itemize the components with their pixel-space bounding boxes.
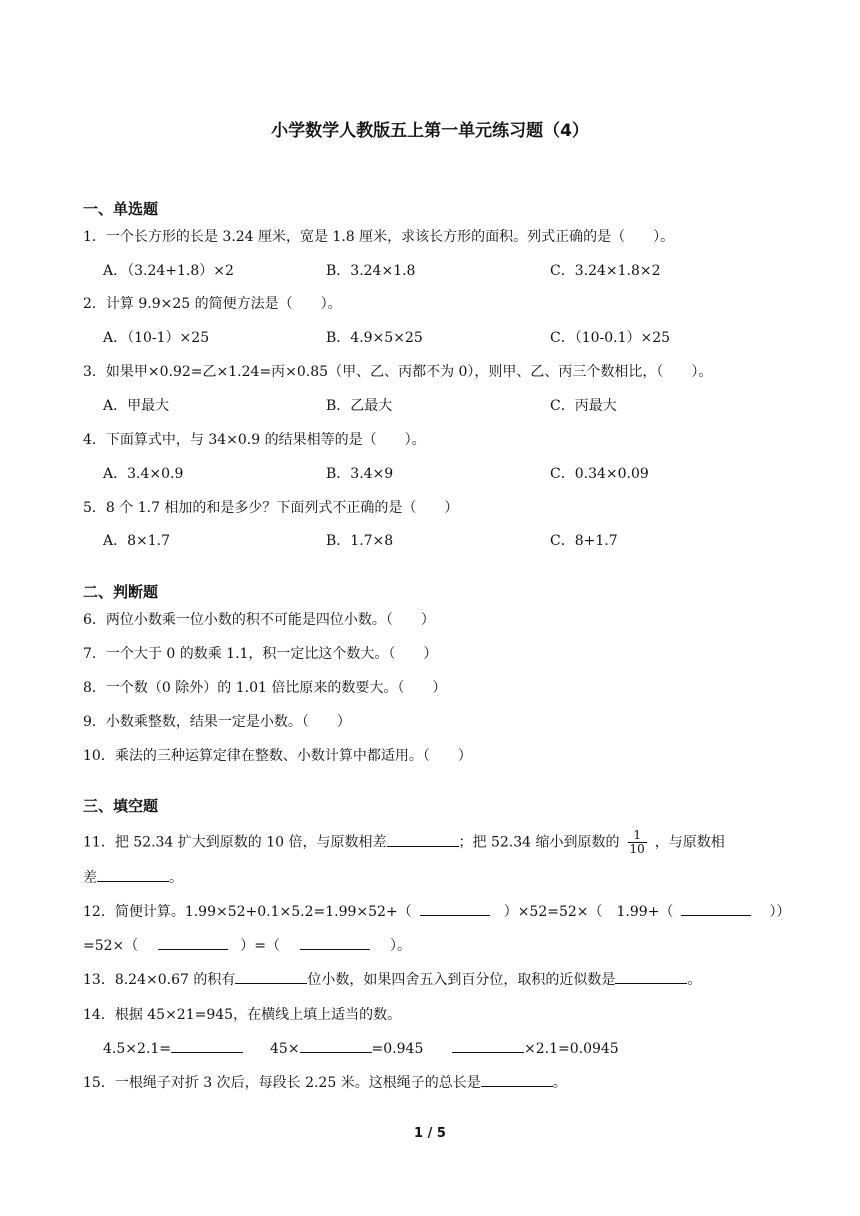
question-12-line-1 xyxy=(83,901,790,921)
answer-blank[interactable] xyxy=(615,969,687,984)
answer-blank[interactable] xyxy=(481,1072,553,1087)
question-2-option-c: C．（10-0.1）×25 xyxy=(550,330,671,346)
answer-blank[interactable] xyxy=(452,1038,524,1053)
question-13-text-c: 。 xyxy=(687,972,702,988)
question-11-text-b: ；把 52.34 缩小到原数的 xyxy=(458,834,620,851)
question-12-text-f: ）。 xyxy=(390,938,412,954)
question-14-item-2-text-b: =0.945 xyxy=(371,1041,424,1057)
answer-blank[interactable] xyxy=(300,1038,372,1053)
question-14-stem: 14．根据 45×21=945，在横线上填上适当的数。 xyxy=(83,1007,402,1023)
question-2-stem: 2．计算 9.9×25 的简便方法是（ ）。 xyxy=(83,296,342,312)
question-13 xyxy=(83,969,701,989)
question-12-text-a: 12．简便计算。1.99×52+0.1×5.2=1.99×52+（ xyxy=(83,904,412,920)
section-heading-single-choice: 一、单选题 xyxy=(83,200,159,218)
question-11-text-e: 。 xyxy=(169,870,183,886)
question-12-text-e: ）=（ xyxy=(240,938,281,954)
question-4-option-a: A．3.4×0.9 xyxy=(103,466,184,482)
question-3-stem: 3．如果甲×0.92=乙×1.24=丙×0.85（甲、乙、丙都不为 0），则甲、乙、丙三个数相比，（ ）。 xyxy=(83,364,713,380)
question-1-option-b: B．3.24×1.8 xyxy=(326,263,416,279)
question-14-item-3 xyxy=(452,1038,619,1057)
question-14-item-2 xyxy=(270,1038,423,1057)
question-6: 6．两位小数乘一位小数的积不可能是四位小数。（ ） xyxy=(83,612,435,628)
fraction-numerator: 1 xyxy=(628,829,647,843)
answer-blank[interactable] xyxy=(171,1038,243,1053)
question-10: 10．乘法的三种运算定律在整数、小数计算中都适用。（ ） xyxy=(83,748,472,764)
answer-blank[interactable] xyxy=(158,935,228,950)
question-14-item-3-text: ×2.1=0.0945 xyxy=(524,1041,619,1057)
question-12-line-2 xyxy=(83,935,411,955)
question-14-item-1 xyxy=(103,1038,243,1057)
question-8: 8．一个数（0 除外）的 1.01 倍比原来的数要大。（ ） xyxy=(83,680,447,696)
answer-blank[interactable] xyxy=(387,832,459,847)
question-13-text-a: 13．8.24×0.67 的积有 xyxy=(83,972,236,988)
section-heading-fill-in: 三、填空题 xyxy=(83,797,159,815)
question-11-text-a: 11．把 52.34 扩大到原数的 10 倍，与原数相差 xyxy=(83,834,387,851)
question-15-text-a: 15．一根绳子对折 3 次后，每段长 2.25 米。这根绳子的总长是 xyxy=(83,1075,481,1091)
answer-blank[interactable] xyxy=(235,969,307,984)
question-4-option-b: B．3.4×9 xyxy=(326,466,394,482)
question-4-stem: 4．下面算式中，与 34×0.9 的结果相等的是（ ）。 xyxy=(83,432,426,448)
answer-blank[interactable] xyxy=(681,901,751,916)
question-3-option-c: C．丙最大 xyxy=(550,398,617,414)
question-2-option-b: B．4.9×5×25 xyxy=(326,330,423,346)
question-11-line-1 xyxy=(83,829,725,856)
question-11-line-2 xyxy=(83,867,183,887)
question-14-item-1-text: 4.5×2.1= xyxy=(103,1041,171,1057)
question-5-stem: 5．8 个 1.7 相加的和是多少？下面列式不正确的是（ ） xyxy=(83,500,459,516)
section-heading-true-false: 二、判断题 xyxy=(83,583,159,601)
question-15-text-b: 。 xyxy=(552,1075,567,1091)
question-13-text-b: 位小数，如果四舍五入到百分位，取积的近似数是 xyxy=(307,972,616,988)
question-1-option-c: C．3.24×1.8×2 xyxy=(550,263,661,279)
question-11-text-d: 差 xyxy=(83,870,97,886)
question-12-text-b: ）×52=52×（ 1.99+（ xyxy=(503,904,674,920)
question-5-option-b: B．1.7×8 xyxy=(326,533,394,549)
question-14-item-2-text-a: 45× xyxy=(270,1041,300,1057)
fraction-denominator: 10 xyxy=(629,842,645,856)
question-11-text-c: ，与原数相 xyxy=(654,834,725,851)
fraction xyxy=(628,829,647,856)
answer-blank[interactable] xyxy=(300,935,370,950)
question-12-text-c: ）） xyxy=(769,904,791,920)
question-9: 9．小数乘整数，结果一定是小数。（ ） xyxy=(83,714,351,730)
question-3-option-a: A．甲最大 xyxy=(103,398,170,414)
question-1-option-a: A．（3.24+1.8）×2 xyxy=(103,263,234,279)
question-2-option-a: A．（10-1）×25 xyxy=(103,330,210,346)
question-4-option-c: C．0.34×0.09 xyxy=(550,466,649,482)
question-1-stem: 1．一个长方形的长是 3.24 厘米，宽是 1.8 厘米，求该长方形的面积。列式正确的是（ ）。 xyxy=(83,229,675,245)
question-7: 7．一个大于 0 的数乘 1.1，积一定比这个数大。（ ） xyxy=(83,646,438,662)
question-3-option-b: B．乙最大 xyxy=(326,398,393,414)
page-number: 1 / 5 xyxy=(414,1126,446,1141)
question-15 xyxy=(83,1072,567,1092)
question-12-text-d: =52×（ xyxy=(83,938,139,954)
question-5-option-a: A．8×1.7 xyxy=(103,533,171,549)
question-5-option-c: C．8+1.7 xyxy=(550,533,618,549)
answer-blank[interactable] xyxy=(420,901,490,916)
answer-blank[interactable] xyxy=(97,867,169,882)
page-title: 小学数学人教版五上第一单元练习题（4） xyxy=(271,121,589,141)
